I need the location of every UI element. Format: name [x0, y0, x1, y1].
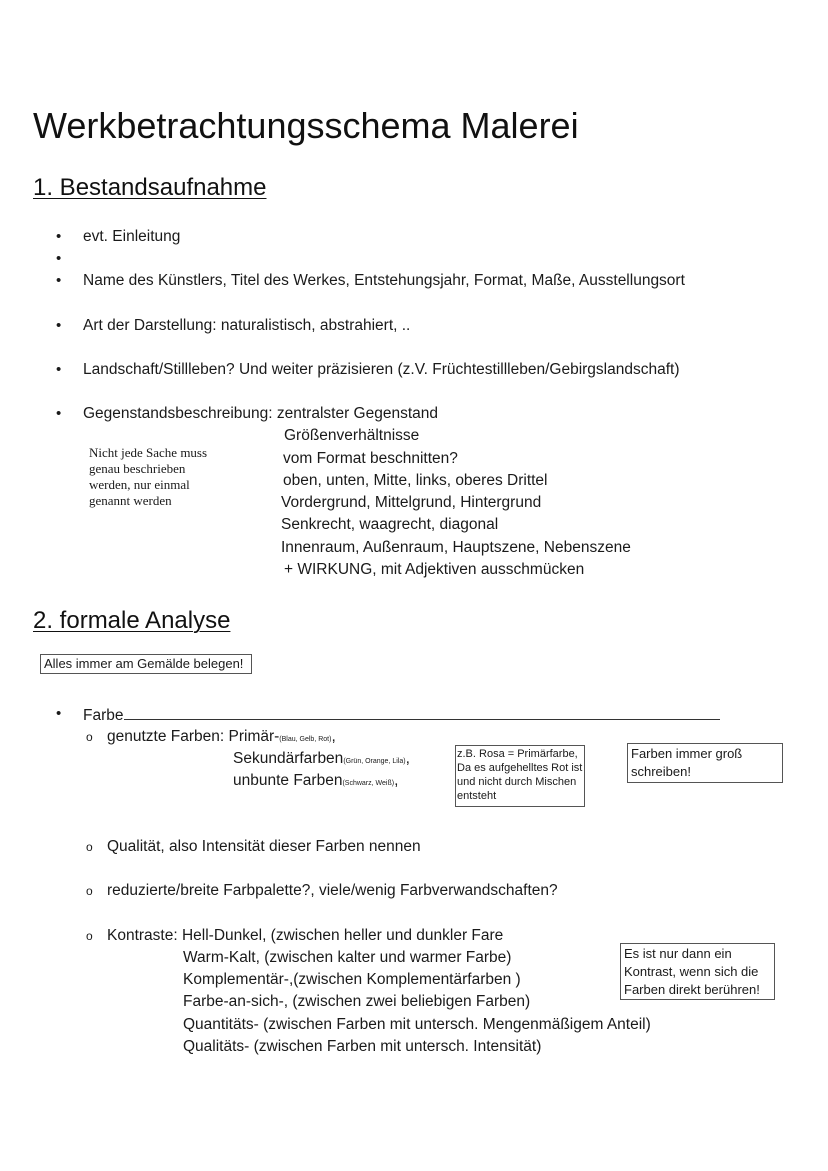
section-heading-bestandsaufnahme: 1. Bestandsaufnahme — [33, 174, 267, 201]
list-item: Art der Darstellung: naturalistisch, abstrahiert, .. — [83, 317, 411, 334]
kontrast-line: Komplementär-,(zwischen Komplementärfarben ) — [183, 971, 521, 988]
kontraste-item: Kontraste: Hell-Dunkel, (zwischen heller und dunkler Fare — [107, 927, 504, 944]
note-box-belegen: Alles immer am Gemälde belegen! — [40, 654, 252, 674]
qualitaet-item: Qualität, also Intensität dieser Farben nennen — [107, 838, 421, 855]
bullet-icon: • — [56, 317, 62, 334]
gegenstand-line: + WIRKUNG, mit Adjektiven ausschmücken — [284, 561, 585, 578]
circle-bullet-icon: o — [86, 929, 93, 943]
note-box-rosa: z.B. Rosa = Primärfarbe, Da es aufgehelltes Rot ist und nicht durch Mischen entsteht — [455, 745, 585, 807]
sekundaerfarben: Sekundärfarben(Grün, Orange, Lila), — [233, 750, 410, 767]
circle-bullet-icon: o — [86, 840, 93, 854]
bullet-icon: • — [56, 405, 62, 422]
gegenstand-line: Vordergrund, Mittelgrund, Hintergrund — [281, 494, 542, 511]
side-note-line: werden, nur einmal — [89, 477, 190, 492]
farbe-label: Farbe — [83, 707, 124, 724]
kontrast-line: Qualitäts- (zwischen Farben mit untersch. Intensität) — [183, 1038, 542, 1055]
genutzte-farben: genutzte Farben: Primär-(Blau, Gelb, Rot), — [107, 728, 336, 745]
kontrast-line: Warm-Kalt, (zwischen kalter und warmer Farbe) — [183, 949, 512, 966]
fill-in-line — [124, 704, 720, 720]
gegenstand-line: Größenverhältnisse — [284, 427, 420, 444]
bullet-icon: • — [56, 250, 62, 267]
side-note — [89, 445, 207, 509]
page-title: Werkbetrachtungsschema Malerei — [33, 105, 579, 146]
side-note-line: genau beschrieben — [89, 461, 186, 476]
list-item: Gegenstandsbeschreibung: zentralster Gegenstand — [83, 405, 439, 422]
side-note-line: Nicht jede Sache muss — [89, 445, 208, 460]
gegenstand-line: vom Format beschnitten? — [283, 450, 458, 467]
bullet-icon: • — [56, 228, 62, 245]
kontrast-line: Farbe-an-sich-, (zwischen zwei beliebigen Farben) — [183, 993, 531, 1010]
bullet-icon: • — [56, 705, 62, 722]
palette-item: reduzierte/breite Farbpalette?, viele/wenig Farbverwandschaften? — [107, 882, 558, 899]
list-item: evt. Einleitung — [83, 228, 181, 245]
gegenstand-line: Innenraum, Außenraum, Hauptszene, Nebenszene — [281, 539, 631, 556]
kontrast-line: Quantitäts- (zwischen Farben mit untersch. Mengenmäßigem Anteil) — [183, 1016, 651, 1033]
circle-bullet-icon: o — [86, 884, 93, 898]
list-item: Name des Künstlers, Titel des Werkes, Entstehungsjahr, Format, Maße, Ausstellungsort — [83, 272, 685, 289]
farbe-item — [83, 704, 720, 726]
gegenstand-line: Senkrecht, waagrecht, diagonal — [281, 516, 499, 533]
side-note-line: genannt werden — [89, 493, 172, 508]
note-box-kontrast: Es ist nur dann ein Kontrast, wenn sich die Farben direkt berühren! — [620, 943, 775, 1000]
gegenstand-line: oben, unten, Mitte, links, oberes Drittel — [283, 472, 548, 489]
list-item: Landschaft/Stillleben? Und weiter präzisieren (z.V. Früchtestillleben/Gebirgslandschaft) — [83, 361, 680, 378]
bullet-icon: • — [56, 361, 62, 378]
note-box-gross-schreiben: Farben immer groß schreiben! — [627, 743, 783, 783]
circle-bullet-icon: o — [86, 730, 93, 744]
unbunte-farben: unbunte Farben(Schwarz, Weiß), — [233, 772, 399, 789]
bullet-icon: • — [56, 272, 62, 289]
section-heading-formale-analyse: 2. formale Analyse — [33, 607, 231, 634]
